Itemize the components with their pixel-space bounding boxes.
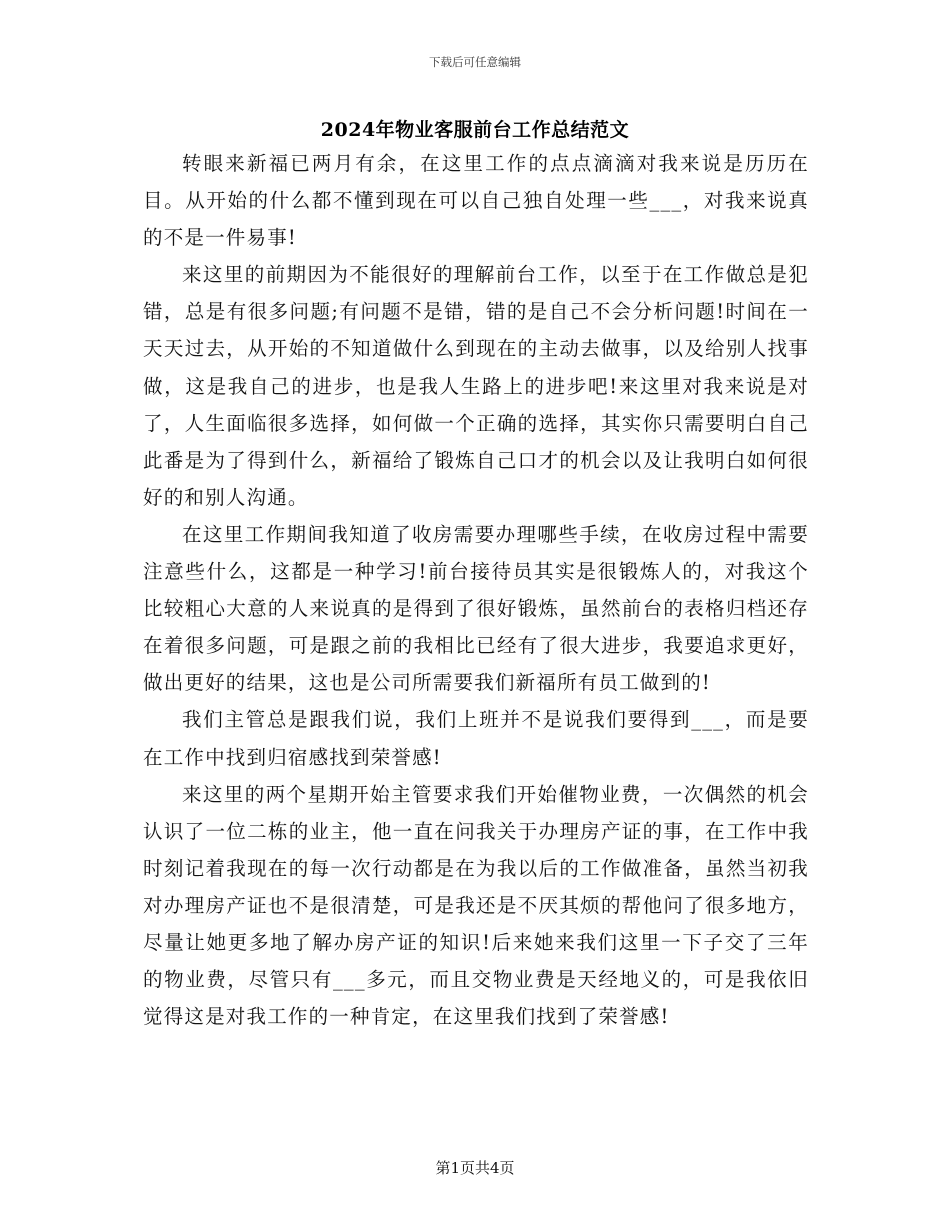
paragraph: 转眼来新福已两月有余，在这里工作的点点滴滴对我来说是历历在目。从开始的什么都不懂到现在可以自己独自处理一些___，对我来说真的不是一件易事!: [143, 152, 809, 250]
page-number: 第1页共4页: [435, 1159, 515, 1177]
paragraph: 来这里的前期因为不能很好的理解前台工作，以至于在工作做总是犯错，总是有很多问题;有问题不是错，错的是自己不会分析问题!时间在一天天过去，从开始的不知道做什么到现在的主动去做事，以及给别人找事做，这是我自己的进步，也是我人生路上的进步吧!来这里对我来说是对了，人生面临很多选择，如何做一个正确的选择，其实你只需要明白自己此番是为了得到什么，新福给了锻炼自己口才的机会以及让我明白如何很好的和别人沟通。: [143, 263, 809, 509]
paragraph: 来这里的两个星期开始主管要求我们开始催物业费，一次偶然的机会认识了一位二栋的业主，他一直在问我关于办理房产证的事，在工作中我时刻记着我现在的每一次行动都是在为我以后的工作做准备，虽然当初我对办理房产证也不是很清楚，可是我还是不厌其烦的帮他问了很多地方，尽量让她更多地了解办房产证的知识!后来她来我们这里一下子交了三年的物业费，尽管只有___多元，而且交物业费是天经地义的，可是我依旧觉得这是对我工作的一种肯定，在这里我们找到了荣誉感!: [143, 782, 809, 1029]
header-note: 下载后可任意编辑: [429, 55, 521, 69]
document-body: [143, 145, 809, 1035]
paragraph: 在这里工作期间我知道了收房需要办理哪些手续，在收房过程中需要注意些什么，这都是一种学习!前台接待员其实是很锻炼人的，对我这个比较粗心大意的人来说真的是得到了很好锻炼，虽然前台的表格归档还存在着很多问题，可是跟之前的我相比已经有了很大进步，我要追求更好，做出更好的结果，这也是公司所需要我们新福所有员工做到的!: [143, 522, 809, 695]
paragraph: 我们主管总是跟我们说，我们上班并不是说我们要得到___，而是要在工作中找到归宿感找到荣誉感!: [143, 708, 809, 769]
document-title: 2024年物业客服前台工作总结范文: [320, 119, 630, 141]
